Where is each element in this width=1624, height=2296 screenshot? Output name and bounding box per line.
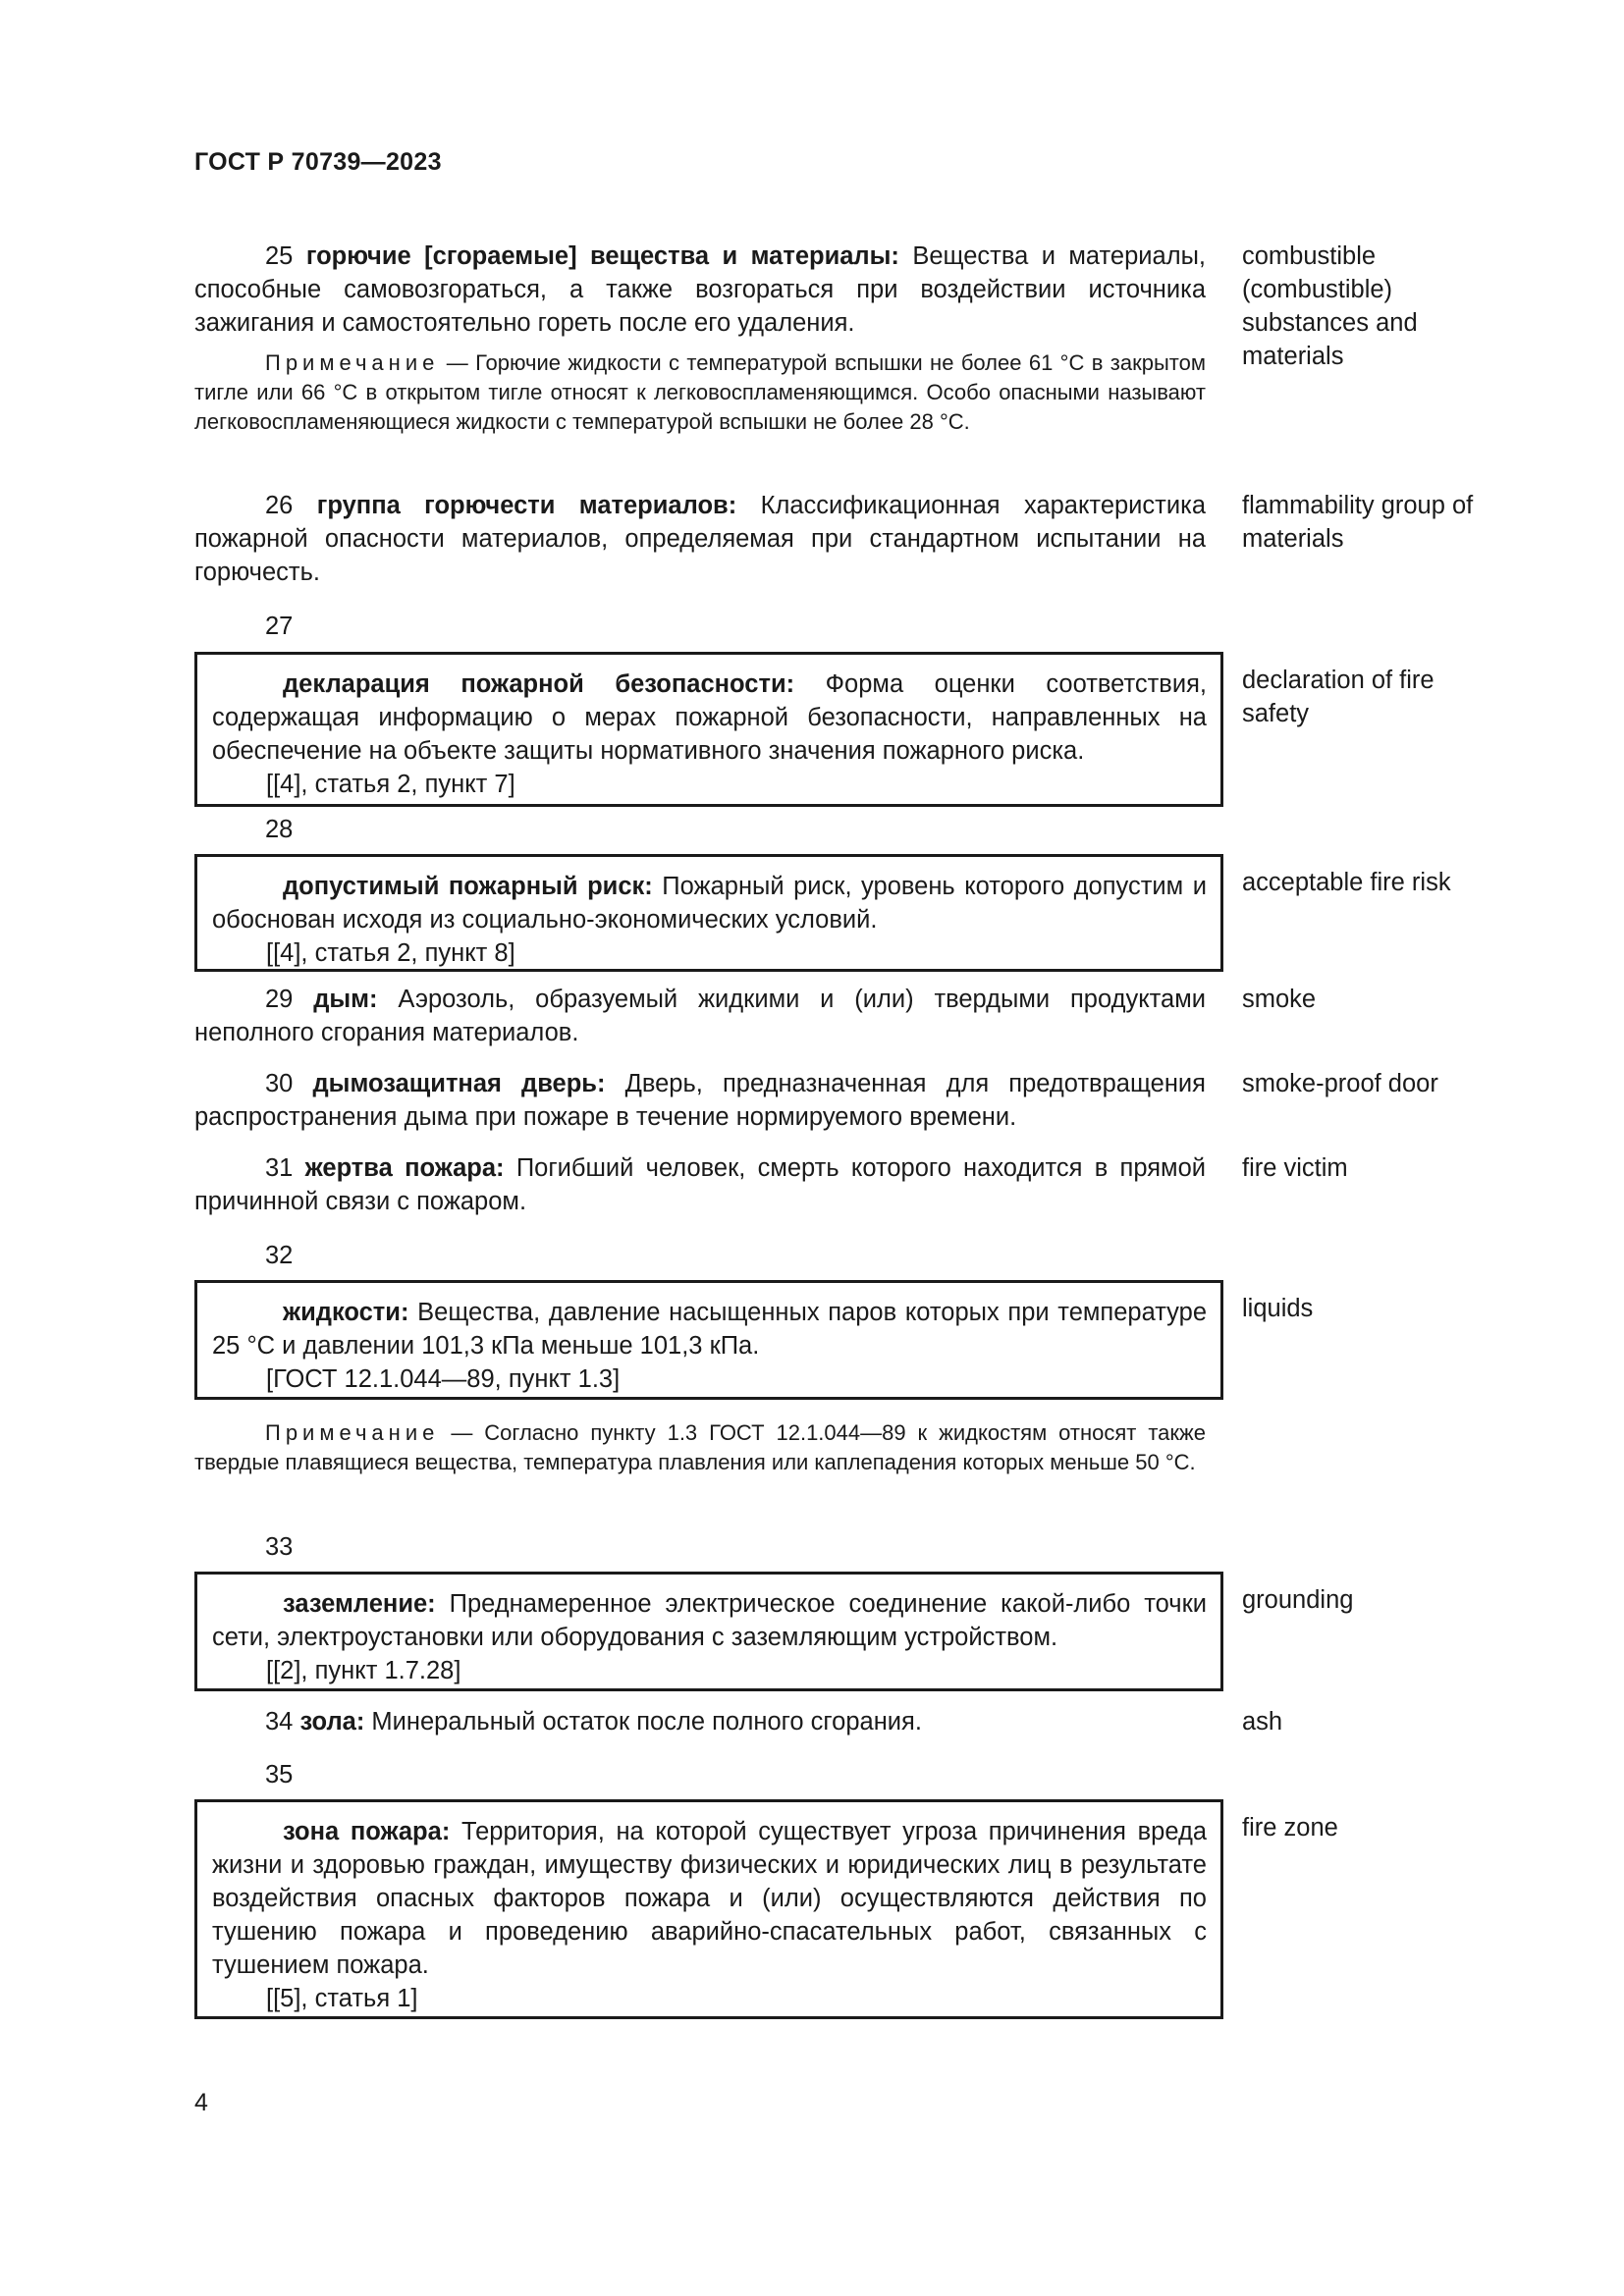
term-number: 34 bbox=[265, 1708, 294, 1735]
term-source-33: [[2], пункт 1.7.28] bbox=[266, 1657, 461, 1684]
note-25 bbox=[194, 348, 1206, 437]
term-text-33 bbox=[212, 1587, 1207, 1654]
term-entry-31 bbox=[194, 1151, 1206, 1218]
term-title: дым: bbox=[313, 986, 378, 1013]
term-box-27 bbox=[194, 652, 1223, 807]
term-title: декларация пожарной безопасности: bbox=[283, 670, 795, 698]
term-definition: Преднамеренное электрическое соединение какой-либо точки сети, электроустановки или оборудования с заземляющим устройством. bbox=[212, 1590, 1207, 1651]
term-english-26: flammability group of materials bbox=[1242, 492, 1474, 553]
term-english-25: combustible (combustible) substances and materials bbox=[1242, 242, 1418, 370]
term-number: 25 bbox=[265, 242, 294, 270]
term-box-32 bbox=[194, 1280, 1223, 1400]
term-number-35: 35 bbox=[265, 1761, 294, 1789]
term-title: группа горючести материалов: bbox=[316, 492, 737, 519]
term-definition: Дверь, предназначенная для предотвращения распространения дыма при пожаре в течение нормируемого времени. bbox=[194, 1070, 1206, 1131]
term-number-27: 27 bbox=[265, 613, 294, 640]
note-32 bbox=[194, 1418, 1206, 1477]
term-definition: Минеральный остаток после полного сгорания. bbox=[371, 1708, 922, 1735]
document-header: ГОСТ Р 70739—2023 bbox=[194, 148, 442, 176]
note-text: — Горючие жидкости с температурой вспышки не более 61 °С в закрытом тигле или 66 °С в открытом тигле относят к легковоспламеняющимся. Особо опасными называют легковоспламеняющиеся жидкости с температурой вспышки не более 28 °С. bbox=[194, 350, 1206, 434]
term-entry-26 bbox=[194, 489, 1206, 589]
term-entry-25 bbox=[194, 240, 1206, 340]
term-entry-29 bbox=[194, 983, 1206, 1049]
term-number: 31 bbox=[265, 1154, 294, 1182]
term-definition: Вещества и материалы, способные самовозгораться, а также возгораться при воздействии источника зажигания и самостоятельно гореть после его удаления. bbox=[194, 242, 1207, 337]
term-source-27: [[4], статья 2, пункт 7] bbox=[266, 771, 515, 798]
term-title: горючие [сгораемые] вещества и материалы: bbox=[305, 242, 899, 270]
term-box-35 bbox=[194, 1799, 1223, 2019]
term-title: зола: bbox=[299, 1708, 365, 1735]
term-text-27 bbox=[212, 667, 1207, 768]
page-number: 4 bbox=[194, 2089, 208, 2116]
term-title: заземление: bbox=[283, 1590, 436, 1618]
note-label: Примечание bbox=[265, 1420, 440, 1445]
term-title: дымозащитная дверь: bbox=[312, 1070, 606, 1097]
term-number: 30 bbox=[265, 1070, 294, 1097]
term-english-28: acceptable fire risk bbox=[1242, 869, 1451, 896]
note-text: — Согласно пункту 1.3 ГОСТ 12.1.044—89 к жидкостям относят также твердые плавящиеся вещества, температура плавления или каплепадения которых меньше 50 °С. bbox=[194, 1420, 1206, 1474]
term-entry-30 bbox=[194, 1067, 1206, 1134]
term-number-33: 33 bbox=[265, 1533, 294, 1561]
term-title: зона пожара: bbox=[283, 1818, 451, 1845]
term-title: допустимый пожарный риск: bbox=[283, 873, 653, 900]
term-english-27: declaration of fire safety bbox=[1242, 667, 1435, 727]
term-source-28: [[4], статья 2, пункт 8] bbox=[266, 939, 515, 967]
term-text-35 bbox=[212, 1815, 1207, 1982]
term-box-28 bbox=[194, 854, 1223, 972]
term-definition: Форма оценки соответствия, содержащая информацию о мерах пожарной безопасности, направленных на обеспечение на объекте защиты нормативного значения пожарного риска. bbox=[212, 670, 1207, 765]
term-number: 29 bbox=[265, 986, 294, 1013]
term-definition: Вещества, давление насыщенных паров которых при температуре 25 °С и давлении 101,3 кПа меньше 101,3 кПа. bbox=[212, 1299, 1207, 1360]
term-entry-34 bbox=[194, 1705, 1206, 1738]
term-source-35: [[5], статья 1] bbox=[266, 1985, 418, 2012]
term-number-28: 28 bbox=[265, 816, 294, 843]
term-english-31: fire victim bbox=[1242, 1154, 1348, 1182]
term-text-32 bbox=[212, 1296, 1207, 1362]
term-english-33: grounding bbox=[1242, 1586, 1354, 1614]
term-definition: Погибший человек, смерть которого находится в прямой причинной связи с пожаром. bbox=[194, 1154, 1207, 1215]
term-box-33 bbox=[194, 1572, 1223, 1691]
term-definition: Аэрозоль, образуемый жидкими и (или) твердыми продуктами неполного сгорания материалов. bbox=[194, 986, 1207, 1046]
term-definition: Пожарный риск, уровень которого допустим и обоснован исходя из социально-экономических условий. bbox=[212, 873, 1207, 934]
term-number-32: 32 bbox=[265, 1242, 294, 1269]
term-english-35: fire zone bbox=[1242, 1814, 1338, 1842]
term-title: жертва пожара: bbox=[304, 1154, 505, 1182]
term-english-30: smoke-proof door bbox=[1242, 1070, 1438, 1097]
term-text-28 bbox=[212, 870, 1207, 936]
term-english-32: liquids bbox=[1242, 1295, 1314, 1322]
note-label: Примечание bbox=[265, 350, 440, 375]
term-english-34: ash bbox=[1242, 1708, 1283, 1735]
term-source-32: [ГОСТ 12.1.044—89, пункт 1.3] bbox=[266, 1365, 621, 1393]
term-number: 26 bbox=[265, 492, 294, 519]
term-definition: Территория, на которой существует угроза причинения вреда жизни и здоровью граждан, имуществу физических и юридических лиц в результате воздействия опасных факторов пожара и (или) осуществляются действия по тушению пожара и проведению аварийно-спасательных работ, связанных с тушением пожара. bbox=[212, 1818, 1208, 1979]
term-title: жидкости: bbox=[283, 1299, 409, 1326]
term-english-29: smoke bbox=[1242, 986, 1317, 1013]
term-definition: Классификационная характеристика пожарной опасности материалов, определяемая при стандартном испытании на горючесть. bbox=[194, 492, 1207, 586]
